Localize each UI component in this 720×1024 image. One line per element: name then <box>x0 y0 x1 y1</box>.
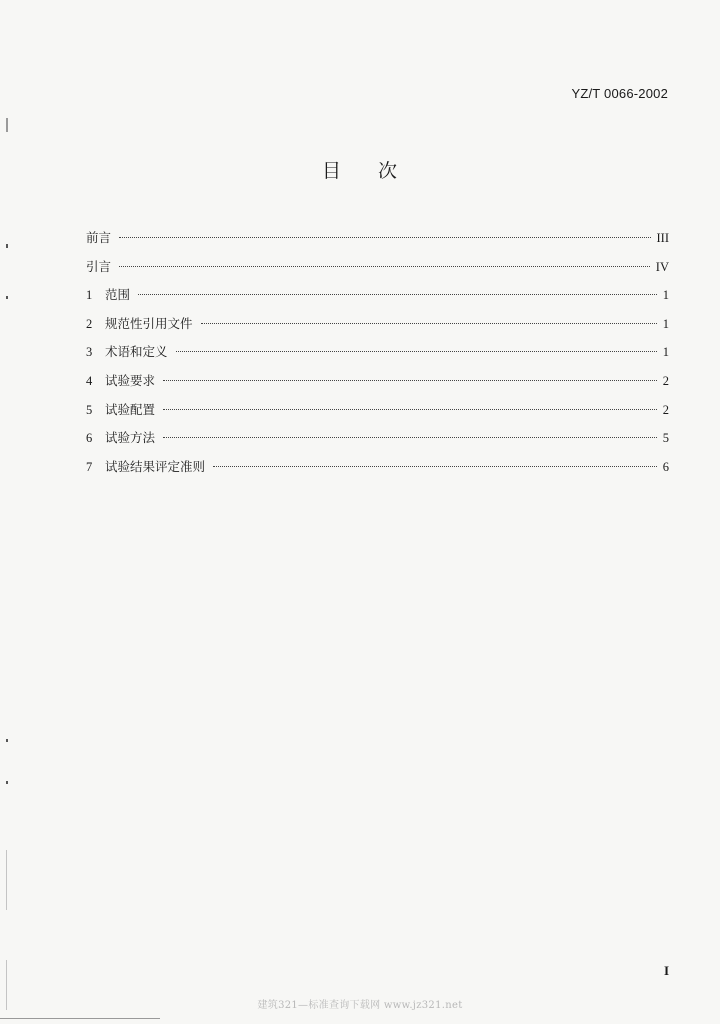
toc-entry[interactable] <box>86 400 669 429</box>
toc-entry[interactable] <box>86 342 669 371</box>
title-char-1: 目 <box>321 160 342 182</box>
toc-entry[interactable] <box>86 314 669 343</box>
toc-label: 试验配置 <box>105 401 156 417</box>
toc-page-number: 6 <box>662 459 669 474</box>
toc-label: 试验结果评定准则 <box>105 458 206 474</box>
toc-section-number: 4 <box>86 373 93 388</box>
toc-page-number: IV <box>655 259 669 274</box>
toc-entry[interactable] <box>86 428 669 457</box>
scan-artifact <box>6 118 8 132</box>
toc-entry[interactable] <box>86 228 669 257</box>
page-folio: I <box>663 963 669 978</box>
toc-section-number: 6 <box>86 431 93 446</box>
title-char-2: 次 <box>378 160 399 182</box>
leader-dots <box>119 237 650 238</box>
toc-label: 试验方法 <box>105 430 156 446</box>
leader-dots <box>163 409 657 410</box>
toc-page-number: III <box>656 231 669 245</box>
leader-dots <box>163 380 657 381</box>
scan-artifact <box>6 850 7 910</box>
watermark-text: 建筑321—标准查询下载网 www.jz321.net <box>257 1000 463 1011</box>
leader-dots <box>119 266 650 267</box>
toc-section-number: 7 <box>86 459 93 474</box>
toc-entry[interactable] <box>86 457 669 486</box>
toc-entry[interactable] <box>86 285 669 314</box>
scan-artifact <box>6 960 7 1010</box>
leader-dots <box>201 323 657 324</box>
toc-entry[interactable] <box>86 371 669 400</box>
scan-artifact <box>6 244 8 248</box>
scan-artifact <box>6 739 8 742</box>
toc-section-number: 5 <box>86 402 93 417</box>
toc-label: 范围 <box>105 287 131 303</box>
leader-dots <box>163 437 657 438</box>
toc-section-number: 2 <box>86 316 93 331</box>
toc-label: 术语和定义 <box>105 344 168 360</box>
toc-page-number: 1 <box>662 345 669 360</box>
page-title <box>0 156 720 183</box>
table-of-contents <box>86 228 669 485</box>
leader-dots <box>138 294 657 295</box>
toc-page-number: 5 <box>662 431 669 446</box>
leader-dots <box>176 351 657 352</box>
toc-label: 引言 <box>86 258 112 274</box>
scan-edge-line <box>0 1018 160 1019</box>
toc-entry[interactable] <box>86 257 669 286</box>
toc-label: 前言 <box>86 230 112 245</box>
toc-section-number: 1 <box>86 288 93 303</box>
toc-section-number: 3 <box>86 345 93 360</box>
leader-dots <box>213 466 657 467</box>
toc-page-number: 2 <box>662 373 669 388</box>
toc-page-number: 1 <box>662 316 669 331</box>
toc-page-number: 2 <box>662 402 669 417</box>
toc-page-number: 1 <box>662 288 669 303</box>
scan-artifact <box>6 781 8 784</box>
scan-artifact <box>6 296 8 299</box>
standard-code: YZ/T 0066-2002 <box>571 86 668 101</box>
toc-label: 规范性引用文件 <box>105 315 193 331</box>
toc-label: 试验要求 <box>105 372 156 388</box>
